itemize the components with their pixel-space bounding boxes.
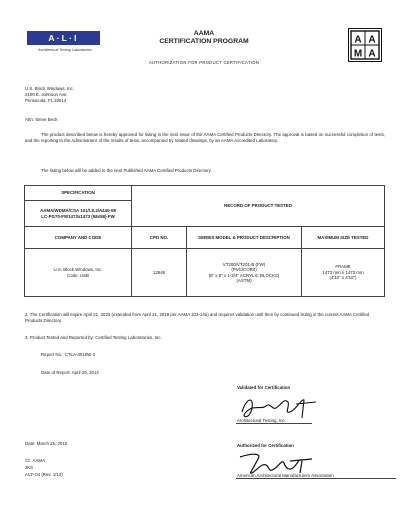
body-paragraph-listing: The listing below will be added to the next Published AAMA Certified Products Directory.: [41, 168, 212, 173]
validated-label: Validated for Certification: [237, 385, 291, 390]
row-series-blocks: (8" x 8" x 1-3/4" ACRYLIC BLOCKS): [208, 272, 280, 278]
validated-org: Architectural Testing, Inc.: [237, 418, 286, 423]
spec-value-line2: LC-PG70-FW1473x1473 (58x58)-FW: [41, 213, 115, 219]
body-paragraph-approval: The product described below is hereby approved for listing in the next issue of the AAMA Certified Products Directory. The approval is based on successful completion of tests, and the reporting to the Administrator of the results of tests, accompanied by related drawings, by an AAMA Accredited Laboratory.: [25, 132, 385, 143]
note-expiration: 2. The Certification will expire April 21, 2023 (extended from April 21, 2019 per AAMA 103-14a) and requires validation until then by continued listing in the current AAMA Certified Products Directory.: [25, 312, 370, 323]
record-label: RECORD OF PRODUCT TESTED: [224, 203, 292, 209]
spec-label: SPECIFICATION: [61, 190, 95, 196]
svg-text:A: A: [368, 34, 376, 46]
row-max-metric: 1473 mm x 1473 mm: [322, 269, 364, 275]
row-max-label: FRAME: [335, 264, 351, 270]
svg-text:M: M: [353, 48, 363, 60]
row-company-name: U.S. Block Windows, Inc.: [53, 267, 103, 273]
col-series-header: [187, 227, 302, 249]
authorized-label: Authorized for Certification: [237, 443, 294, 448]
col-cpd-header: [132, 227, 187, 249]
note-tested-by: 3. Product Tested and Reported by: Certified Testing Laboratories, Inc.: [25, 335, 162, 340]
col-cpd-label: CPD NO.: [149, 234, 169, 240]
authorized-org: American Architectural Manufacturers Association: [237, 473, 334, 478]
col-company-header: [25, 227, 132, 249]
table-row: [25, 249, 385, 297]
issue-date: Date: March 25, 2015: [25, 441, 68, 446]
row-max-cell: [302, 249, 385, 297]
row-series-material: (PVC/COR0): [231, 267, 257, 273]
row-max-imperial: (4'10" x 4'10"): [329, 275, 357, 281]
certification-table: [24, 185, 385, 297]
report-date: Date of Report: April 29, 2014: [41, 370, 99, 375]
row-company-cell: [25, 249, 132, 297]
address-line2: 2100 E. Johnson Ave.: [25, 92, 68, 97]
report-number: Report No.: CTLA-3018W-3: [41, 352, 96, 357]
row-cpd-cell: [132, 249, 187, 297]
svg-text:A: A: [368, 48, 376, 60]
page-title-line2: CERTIFICATION PROGRAM: [159, 38, 249, 45]
col-max-header: [302, 227, 385, 249]
spec-value-line1: AAMA/WDMA/CSA 101/I.S.2/A440-08: [40, 208, 116, 214]
record-label-cell: [132, 186, 385, 227]
row-series-standard: (ASTM): [236, 277, 252, 283]
ali-logo: A·L·I: [27, 31, 100, 45]
col-company-label: COMPANY AND CODE: [54, 234, 102, 240]
ali-tagline: Architectural Testing Laboratories: [38, 48, 92, 52]
page-title-line1: AAMA: [193, 30, 215, 37]
svg-text:A: A: [354, 34, 362, 46]
attention-line: Attn: Steve Beck: [25, 117, 58, 122]
row-series-cell: [187, 249, 302, 297]
cc-line: Cc: AAMA: [25, 458, 46, 463]
form-number: ACF-04 (Rev. 1/13): [25, 472, 63, 477]
spec-value-cell: [25, 201, 132, 227]
aama-logo: [348, 28, 382, 62]
row-series-model: VT200/VT201-B (FW): [222, 261, 266, 267]
col-series-label: SERIES MODEL & PRODUCT DESCRIPTION: [198, 234, 290, 240]
col-max-label: MAXIMUM SIZE TESTED: [317, 234, 369, 240]
row-company-code: Code: USB: [67, 272, 89, 278]
row-cpd-value: 12646: [152, 269, 166, 275]
address-line3: Pensacola, FL 32514: [25, 98, 67, 103]
spec-label-cell: [25, 186, 132, 201]
cc-initials: JKS: [25, 465, 34, 470]
address-line1: U.S. Block Windows, Inc.: [25, 86, 75, 91]
page-subtitle: AUTHORIZATION FOR PRODUCT CERTIFICATION: [148, 60, 260, 65]
